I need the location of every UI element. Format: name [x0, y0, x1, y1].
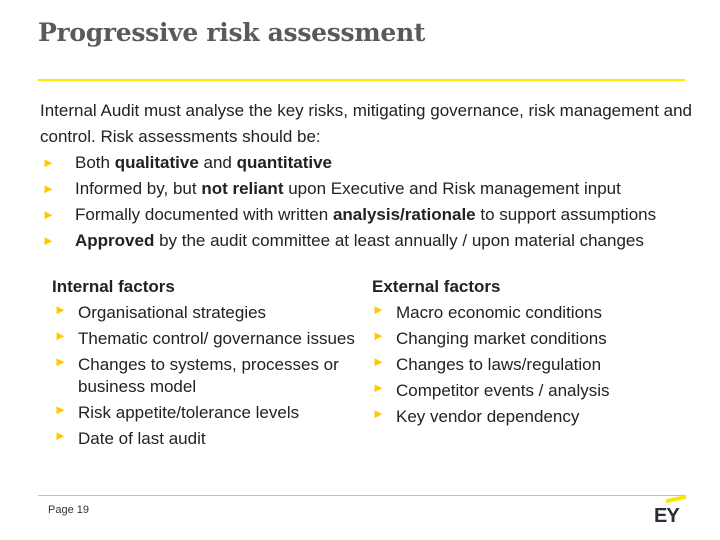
- bullet-text-run: Both: [75, 153, 115, 172]
- internal-factors-column: [40, 274, 370, 452]
- assessment-criteria-list: [40, 150, 700, 254]
- bullet-arrow-icon: ►: [372, 380, 385, 395]
- list-item: [372, 378, 672, 404]
- ey-logo: EY: [654, 505, 679, 527]
- bullet-arrow-icon: ►: [54, 428, 67, 443]
- bullet-arrow-icon: ►: [54, 302, 67, 317]
- list-item: [40, 228, 700, 254]
- factor-text: Organisational strategies: [78, 303, 267, 322]
- bullet-arrow-icon: ►: [372, 354, 385, 369]
- bullet-text-run: and: [198, 153, 237, 172]
- bullet-text-run: Approved: [75, 231, 155, 250]
- list-item: [40, 202, 700, 228]
- bullet-text-run: by the audit committee at least annually / upon material changes: [154, 231, 644, 250]
- bullet-text: [75, 150, 700, 176]
- bullet-text: [75, 176, 700, 202]
- slide-title: Progressive risk assessment: [38, 18, 426, 47]
- factor-text: Macro economic conditions: [396, 303, 602, 322]
- bullet-arrow-icon: ►: [42, 155, 55, 170]
- factor-text: Changing market conditions: [396, 329, 607, 348]
- title-underline: [38, 79, 685, 81]
- list-item: [372, 352, 672, 378]
- list-item: [40, 426, 370, 452]
- bullet-text-run: analysis/rationale: [332, 205, 476, 224]
- bullet-text-run: not reliant: [201, 179, 284, 198]
- bullet-text-run: Informed by, but: [75, 179, 202, 198]
- bullet-arrow-icon: ►: [42, 207, 55, 222]
- internal-factors-heading: Internal factors: [52, 277, 175, 296]
- bullet-arrow-icon: ►: [54, 328, 67, 343]
- bullet-text-run: upon Executive and Risk management input: [283, 179, 621, 198]
- list-item: [40, 300, 370, 326]
- bullet-arrow-icon: ►: [372, 406, 385, 421]
- list-item: [372, 326, 672, 352]
- bullet-text: [75, 228, 700, 254]
- bullet-text-run: Formally documented with written: [75, 205, 333, 224]
- footer-divider: [38, 495, 685, 496]
- internal-factors-list: [40, 300, 370, 452]
- list-item: [40, 400, 370, 426]
- bullet-text: [75, 202, 700, 228]
- bullet-text-run: qualitative: [114, 153, 199, 172]
- bullet-arrow-icon: ►: [372, 302, 385, 317]
- factor-text: Key vendor dependency: [396, 407, 580, 426]
- bullet-text-run: quantitative: [236, 153, 333, 172]
- factor-text: Risk appetite/tolerance levels: [78, 403, 300, 422]
- bullet-arrow-icon: ►: [372, 328, 385, 343]
- external-factors-heading: External factors: [372, 277, 501, 296]
- factor-text: Date of last audit: [78, 429, 206, 448]
- bullet-arrow-icon: ►: [42, 181, 55, 196]
- bullet-arrow-icon: ►: [54, 402, 67, 417]
- list-item: [372, 300, 672, 326]
- intro-paragraph: Internal Audit must analyse the key risks, mitigating governance, risk management and control. Risk assessments should be:: [40, 101, 693, 146]
- factor-text: Changes to systems, processes or business model: [78, 355, 339, 396]
- factor-text: Changes to laws/regulation: [396, 355, 602, 374]
- list-item: [40, 352, 370, 400]
- list-item: [40, 326, 370, 352]
- list-item: [40, 150, 700, 176]
- factor-text: Competitor events / analysis: [396, 381, 610, 400]
- external-factors-list: [372, 300, 672, 430]
- bullet-text-run: to support assumptions: [475, 205, 657, 224]
- page-number: Page 19: [48, 504, 89, 516]
- factor-text: Thematic control/ governance issues: [78, 329, 355, 348]
- slide-body: [40, 98, 700, 254]
- ey-logo-bar: [666, 495, 686, 503]
- bullet-arrow-icon: ►: [54, 354, 67, 369]
- list-item: [372, 404, 672, 430]
- external-factors-column: [372, 274, 672, 430]
- list-item: [40, 176, 700, 202]
- bullet-arrow-icon: ►: [42, 233, 55, 248]
